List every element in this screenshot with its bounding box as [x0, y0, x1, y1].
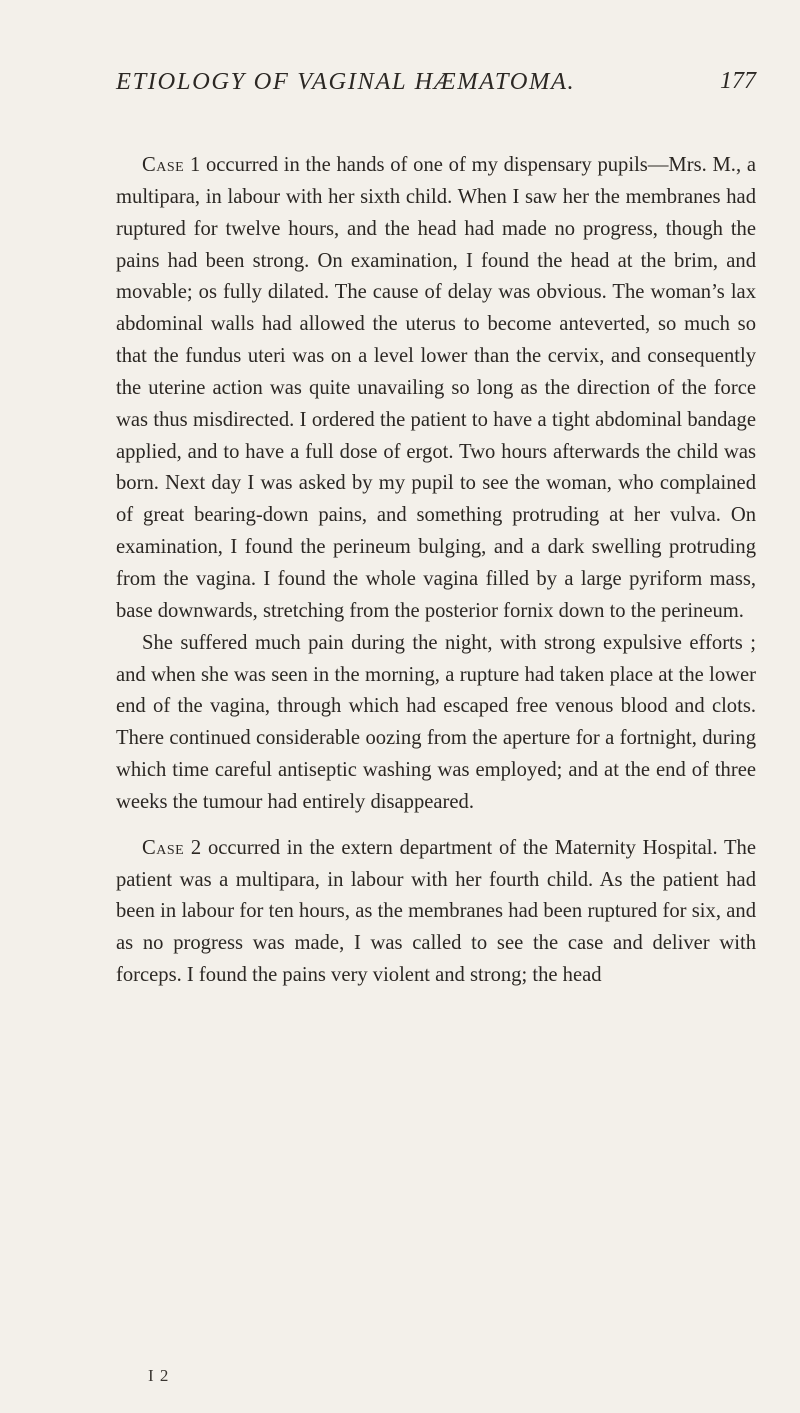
page-number: 177 — [720, 68, 756, 94]
signature-mark: I 2 — [148, 1366, 170, 1385]
paragraph-gap — [116, 819, 756, 833]
paragraph-case-1 — [116, 150, 756, 628]
body-text — [116, 150, 756, 992]
running-title: ETIOLOGY OF VAGINAL HÆMATOMA. — [116, 68, 576, 95]
paragraph-text: 1 occurred in the hands of one of my dispensary pupils—Mrs. M., a multipara, in labour with her sixth child. When I saw her the membranes had ruptured for twelve hours, and the head had made no progress, though the pains had been strong. On examination, I found the head at the brim, and movable; os fully dilated. The cause of delay was obvious. The woman’s lax abdominal walls had allowed the uterus to become anteverted, so much so that the fundus uteri was on a level lower than the cervix, and consequently the uterine action was quite unavailing so long as the direction of the force was thus misdirected. I ordered the patient to have a tight abdominal bandage applied, and to have a full dose of ergot. Two hours afterwards the child was born. Next day I was asked by my pupil to see the woman, who complained of great bearing-down pains, and something protruding at her vulva. On examination, I found the perineum bulging, and a dark swelling protruding from the vagina. I found the whole vagina filled by a large pyriform mass, base downwards, stretching from the posterior fornix down to the perineum. — [116, 154, 756, 622]
paragraph-case-1-continued — [116, 628, 756, 819]
case-label: Case — [142, 154, 185, 176]
paragraph-text: She suffered much pain during the night, with strong expulsive efforts ; and when she was seen in the morning, a rupture had taken place at the lower end of the vagina, through which had escaped free venous blood and clots. There continued considerable oozing from the aperture for a fortnight, during which time careful antiseptic washing was employed; and at the end of three weeks the tumour had entirely disappeared. — [116, 631, 756, 813]
case-label: Case — [142, 836, 185, 859]
paragraph-case-2 — [116, 833, 756, 992]
paragraph-text: 2 occurred in the extern department of the Maternity Hospital. The patient was a multipara, in labour with her fourth child. As the patient had been in labour for ten hours, as the membranes had been ruptured for six, and as no progress was made, I was called to see the case and deliver with forceps. I found the pains very violent and strong; the head — [116, 836, 756, 987]
running-head — [116, 68, 756, 108]
